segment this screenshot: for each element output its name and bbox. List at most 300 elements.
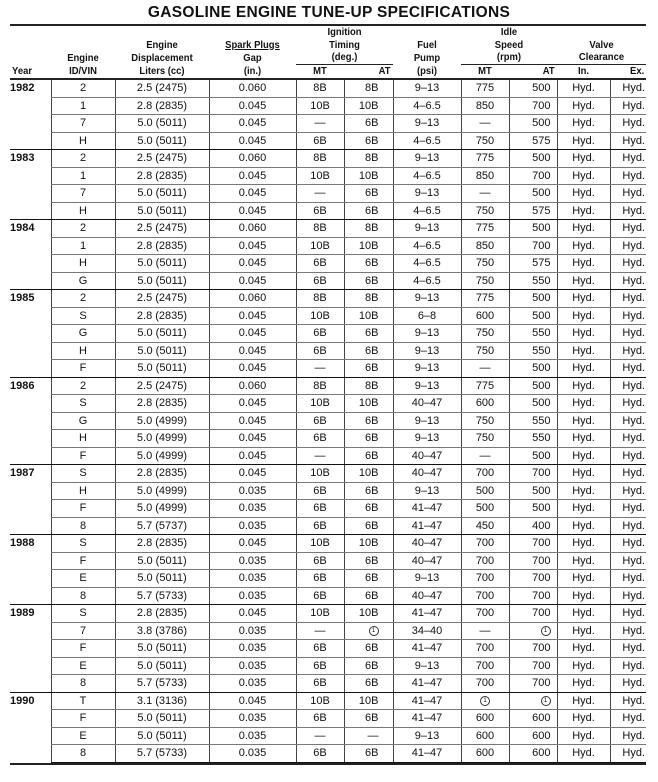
header-engine-id-line1: Engine — [67, 51, 99, 64]
valve-ex-cell: Hyd. — [610, 745, 646, 763]
spark-gap-cell: 0.045 — [209, 412, 296, 430]
displacement-cell: 2.5 (2475) — [115, 220, 209, 238]
table-row — [10, 185, 646, 203]
ignition-at-cell: 10B — [344, 465, 393, 483]
table-row — [10, 692, 646, 710]
header-ignition-line2: Timing — [329, 38, 360, 51]
spark-gap-cell: 0.045 — [209, 465, 296, 483]
ignition-mt-cell: 10B — [296, 237, 344, 255]
engine-id-cell: 8 — [51, 587, 115, 605]
header-idle-at: AT — [511, 64, 554, 79]
spark-gap-cell: 0.035 — [209, 552, 296, 570]
valve-ex-cell: Hyd. — [610, 132, 646, 150]
valve-ex-cell: Hyd. — [610, 640, 646, 658]
idle-mt-cell: 775 — [461, 79, 509, 97]
idle-at-cell: 500 — [509, 377, 557, 395]
ignition-at-cell: 10B — [344, 535, 393, 553]
valve-in-cell: Hyd. — [557, 500, 610, 518]
ignition-mt-cell: — — [296, 447, 344, 465]
year-cell: 1985 — [10, 290, 51, 378]
fuel-pump-cell: 9–13 — [393, 360, 461, 378]
header-fuel-line2: Pump — [413, 51, 441, 64]
valve-in-cell: Hyd. — [557, 412, 610, 430]
engine-id-cell: 8 — [51, 675, 115, 693]
ignition-at-cell: 10B — [344, 605, 393, 623]
ignition-mt-cell: — — [296, 185, 344, 203]
ignition-mt-cell: 6B — [296, 745, 344, 763]
idle-mt-cell: 850 — [461, 97, 509, 115]
valve-ex-cell: Hyd. — [610, 552, 646, 570]
displacement-cell: 5.0 (5011) — [115, 570, 209, 588]
ignition-at-cell: 10B — [344, 237, 393, 255]
fuel-pump-cell: 40–47 — [393, 535, 461, 553]
displacement-cell: 5.0 (5011) — [115, 360, 209, 378]
fuel-pump-cell: 9–13 — [393, 325, 461, 343]
displacement-cell: 3.1 (3136) — [115, 692, 209, 710]
idle-mt-cell: 775 — [461, 150, 509, 168]
idle-mt-cell: 750 — [461, 272, 509, 290]
displacement-cell: 5.7 (5737) — [115, 517, 209, 535]
ignition-at-cell: 6B — [344, 185, 393, 203]
idle-at-cell: 500 — [509, 150, 557, 168]
table-row — [10, 517, 646, 535]
spark-gap-cell: 0.035 — [209, 727, 296, 745]
displacement-cell: 5.0 (5011) — [115, 552, 209, 570]
ignition-mt-cell: 6B — [296, 500, 344, 518]
displacement-cell: 2.8 (2835) — [115, 307, 209, 325]
idle-at-cell: 550 — [509, 272, 557, 290]
displacement-cell: 5.0 (5011) — [115, 342, 209, 360]
ignition-mt-cell: 8B — [296, 150, 344, 168]
displacement-cell: 2.8 (2835) — [115, 465, 209, 483]
fuel-pump-cell: 41–47 — [393, 640, 461, 658]
valve-in-cell: Hyd. — [557, 255, 610, 273]
ignition-at-cell: 10B — [344, 97, 393, 115]
engine-id-cell: H — [51, 255, 115, 273]
ignition-at-cell: 6B — [344, 517, 393, 535]
fuel-pump-cell: 9–13 — [393, 150, 461, 168]
ignition-at-cell: 6B — [344, 657, 393, 675]
valve-in-cell: Hyd. — [557, 482, 610, 500]
ignition-at-cell: 10B — [344, 307, 393, 325]
table-row — [10, 307, 646, 325]
spark-gap-cell: 0.045 — [209, 342, 296, 360]
idle-mt-cell: 450 — [461, 517, 509, 535]
valve-in-cell: Hyd. — [557, 710, 610, 728]
fuel-pump-cell: 4–6.5 — [393, 237, 461, 255]
table-row — [10, 255, 646, 273]
spark-gap-cell: 0.035 — [209, 482, 296, 500]
ignition-mt-cell: 6B — [296, 570, 344, 588]
ignition-mt-cell: 8B — [296, 290, 344, 308]
year-cell: 1990 — [10, 692, 51, 762]
ignition-mt-cell: 6B — [296, 517, 344, 535]
idle-mt-cell: 600 — [461, 307, 509, 325]
displacement-cell: 5.0 (4999) — [115, 430, 209, 448]
idle-at-cell: 700 — [509, 605, 557, 623]
ignition-at-cell: 6B — [344, 202, 393, 220]
fuel-pump-cell: 40–47 — [393, 447, 461, 465]
valve-ex-cell: Hyd. — [610, 500, 646, 518]
fuel-pump-cell: 9–13 — [393, 657, 461, 675]
table-row — [10, 745, 646, 763]
spark-gap-cell: 0.045 — [209, 360, 296, 378]
idle-at-cell: 550 — [509, 342, 557, 360]
ignition-mt-cell: 6B — [296, 675, 344, 693]
ignition-mt-cell: 6B — [296, 482, 344, 500]
footnote-1-icon: 1 — [480, 696, 490, 706]
idle-at-cell: 500 — [509, 185, 557, 203]
idle-at-cell: 700 — [509, 587, 557, 605]
fuel-pump-cell: 9–13 — [393, 412, 461, 430]
header-spark-plugs-line1: Spark Plugs — [225, 38, 280, 51]
displacement-cell: 5.7 (5733) — [115, 587, 209, 605]
valve-in-cell: Hyd. — [557, 570, 610, 588]
table-row — [10, 465, 646, 483]
valve-ex-cell: Hyd. — [610, 220, 646, 238]
valve-ex-cell: Hyd. — [610, 412, 646, 430]
year-cell: 1983 — [10, 150, 51, 220]
ignition-mt-cell: 6B — [296, 640, 344, 658]
header-valve-line2: Clearance — [578, 51, 625, 63]
fuel-pump-cell: 9–13 — [393, 482, 461, 500]
ignition-mt-cell: 6B — [296, 202, 344, 220]
ignition-at-cell: 8B — [344, 79, 393, 97]
table-row — [10, 202, 646, 220]
ignition-at-cell: 6B — [344, 640, 393, 658]
displacement-cell: 5.0 (5011) — [115, 710, 209, 728]
valve-ex-cell: Hyd. — [610, 447, 646, 465]
valve-in-cell: Hyd. — [557, 79, 610, 97]
table-row — [10, 535, 646, 553]
fuel-pump-cell: 4–6.5 — [393, 255, 461, 273]
header-ignition-line1: Ignition — [327, 26, 362, 38]
valve-ex-cell: Hyd. — [610, 377, 646, 395]
valve-in-cell: Hyd. — [557, 272, 610, 290]
ignition-at-cell: 10B — [344, 692, 393, 710]
idle-mt-cell: 700 — [461, 465, 509, 483]
header-displacement-line2: Displacement — [131, 51, 193, 64]
valve-ex-cell: Hyd. — [610, 360, 646, 378]
table-row — [10, 447, 646, 465]
valve-in-cell: Hyd. — [557, 325, 610, 343]
idle-mt-cell: 775 — [461, 377, 509, 395]
ignition-mt-cell: — — [296, 360, 344, 378]
ignition-mt-cell: 10B — [296, 535, 344, 553]
valve-in-cell: Hyd. — [557, 727, 610, 745]
year-cell: 1986 — [10, 377, 51, 465]
ignition-at-cell: — — [344, 727, 393, 745]
header-fuel-line1: Fuel — [417, 38, 437, 51]
valve-in-cell: Hyd. — [557, 377, 610, 395]
idle-at-cell: 700 — [509, 167, 557, 185]
idle-mt-cell: 600 — [461, 395, 509, 413]
valve-in-cell: Hyd. — [557, 622, 610, 640]
idle-at-cell: 575 — [509, 132, 557, 150]
engine-id-cell: F — [51, 500, 115, 518]
year-cell: 1989 — [10, 605, 51, 693]
ignition-mt-cell: — — [296, 727, 344, 745]
valve-ex-cell: Hyd. — [610, 150, 646, 168]
header-ignition-mt: MT — [298, 64, 341, 79]
engine-id-cell: 7 — [51, 115, 115, 133]
table-row — [10, 325, 646, 343]
displacement-cell: 5.0 (5011) — [115, 255, 209, 273]
displacement-cell: 5.0 (5011) — [115, 657, 209, 675]
valve-ex-cell: Hyd. — [610, 657, 646, 675]
valve-ex-cell: Hyd. — [610, 272, 646, 290]
engine-id-cell: E — [51, 570, 115, 588]
idle-at-cell: 700 — [509, 552, 557, 570]
ignition-mt-cell: 6B — [296, 255, 344, 273]
valve-in-cell: Hyd. — [557, 97, 610, 115]
ignition-at-cell: 6B — [344, 342, 393, 360]
ignition-at-cell: 6B — [344, 482, 393, 500]
valve-in-cell: Hyd. — [557, 307, 610, 325]
valve-ex-cell: Hyd. — [610, 605, 646, 623]
idle-mt-cell: 700 — [461, 640, 509, 658]
idle-at-cell: 700 — [509, 237, 557, 255]
displacement-cell: 5.0 (5011) — [115, 115, 209, 133]
table-row — [10, 640, 646, 658]
table-row — [10, 167, 646, 185]
fuel-pump-cell: 9–13 — [393, 430, 461, 448]
fuel-pump-cell: 40–47 — [393, 395, 461, 413]
ignition-mt-cell: 10B — [296, 465, 344, 483]
table-row — [10, 79, 646, 97]
fuel-pump-cell: 4–6.5 — [393, 202, 461, 220]
spark-gap-cell: 0.045 — [209, 307, 296, 325]
ignition-at-cell: 6B — [344, 745, 393, 763]
valve-ex-cell: Hyd. — [610, 622, 646, 640]
valve-in-cell: Hyd. — [557, 517, 610, 535]
idle-at-cell — [509, 692, 557, 710]
idle-at-cell: 575 — [509, 202, 557, 220]
ignition-mt-cell: 6B — [296, 587, 344, 605]
idle-mt-cell: 775 — [461, 220, 509, 238]
valve-ex-cell: Hyd. — [610, 430, 646, 448]
spark-gap-cell: 0.045 — [209, 202, 296, 220]
table-row — [10, 727, 646, 745]
valve-ex-cell: Hyd. — [610, 79, 646, 97]
engine-id-cell: H — [51, 342, 115, 360]
table-row — [10, 500, 646, 518]
idle-at-cell: 700 — [509, 675, 557, 693]
idle-at-cell: 600 — [509, 727, 557, 745]
idle-at-cell: 500 — [509, 79, 557, 97]
valve-in-cell: Hyd. — [557, 202, 610, 220]
valve-in-cell: Hyd. — [557, 605, 610, 623]
header-valve-in: In. — [560, 64, 608, 79]
idle-mt-cell: 750 — [461, 325, 509, 343]
valve-in-cell: Hyd. — [557, 552, 610, 570]
table-row — [10, 657, 646, 675]
fuel-pump-cell: 40–47 — [393, 587, 461, 605]
ignition-at-cell: 8B — [344, 377, 393, 395]
table-row — [10, 412, 646, 430]
ignition-mt-cell: 6B — [296, 272, 344, 290]
engine-id-cell: S — [51, 605, 115, 623]
fuel-pump-cell: 6–8 — [393, 307, 461, 325]
displacement-cell: 2.5 (2475) — [115, 290, 209, 308]
valve-in-cell: Hyd. — [557, 132, 610, 150]
valve-in-cell: Hyd. — [557, 360, 610, 378]
valve-in-cell: Hyd. — [557, 237, 610, 255]
idle-at-cell: 550 — [509, 325, 557, 343]
header-displacement-line3: Liters (cc) — [120, 64, 205, 79]
spark-gap-cell: 0.045 — [209, 167, 296, 185]
idle-at-cell: 700 — [509, 570, 557, 588]
valve-in-cell: Hyd. — [557, 535, 610, 553]
valve-in-cell: Hyd. — [557, 657, 610, 675]
fuel-pump-cell: 4–6.5 — [393, 132, 461, 150]
idle-mt-cell: 750 — [461, 430, 509, 448]
idle-mt-cell: 500 — [461, 482, 509, 500]
valve-ex-cell: Hyd. — [610, 237, 646, 255]
idle-at-cell: 575 — [509, 255, 557, 273]
fuel-pump-cell: 9–13 — [393, 220, 461, 238]
ignition-mt-cell: 10B — [296, 692, 344, 710]
idle-at-cell: 700 — [509, 535, 557, 553]
valve-ex-cell: Hyd. — [610, 587, 646, 605]
idle-mt-cell: 700 — [461, 605, 509, 623]
idle-at-cell: 550 — [509, 412, 557, 430]
displacement-cell: 5.0 (5011) — [115, 727, 209, 745]
valve-in-cell: Hyd. — [557, 395, 610, 413]
engine-id-cell: F — [51, 640, 115, 658]
valve-ex-cell: Hyd. — [610, 395, 646, 413]
spark-gap-cell: 0.045 — [209, 272, 296, 290]
displacement-cell: 2.5 (2475) — [115, 79, 209, 97]
idle-mt-cell: 600 — [461, 710, 509, 728]
fuel-pump-cell: 9–13 — [393, 185, 461, 203]
ignition-at-cell — [344, 622, 393, 640]
valve-ex-cell: Hyd. — [610, 255, 646, 273]
engine-id-cell: 8 — [51, 745, 115, 763]
engine-id-cell: 2 — [51, 290, 115, 308]
ignition-at-cell: 6B — [344, 710, 393, 728]
header-spark-plugs-line3: (in.) — [213, 64, 291, 79]
idle-at-cell: 500 — [509, 290, 557, 308]
table-row — [10, 482, 646, 500]
table-row — [10, 115, 646, 133]
ignition-mt-cell: 6B — [296, 412, 344, 430]
engine-id-cell: E — [51, 657, 115, 675]
ignition-mt-cell: 10B — [296, 605, 344, 623]
displacement-cell: 5.0 (5011) — [115, 202, 209, 220]
fuel-pump-cell: 9–13 — [393, 79, 461, 97]
idle-mt-cell: 750 — [461, 202, 509, 220]
engine-id-cell: 2 — [51, 220, 115, 238]
header-engine-id-line2: ID/VIN — [54, 64, 112, 79]
idle-mt-cell: 850 — [461, 237, 509, 255]
fuel-pump-cell: 41–47 — [393, 605, 461, 623]
table-row — [10, 132, 646, 150]
idle-at-cell: 700 — [509, 465, 557, 483]
idle-mt-cell: 600 — [461, 727, 509, 745]
spark-gap-cell: 0.045 — [209, 447, 296, 465]
ignition-mt-cell: 6B — [296, 657, 344, 675]
engine-id-cell: S — [51, 465, 115, 483]
header-valve-ex: Ex. — [612, 64, 644, 79]
spark-gap-cell: 0.045 — [209, 535, 296, 553]
spark-gap-cell: 0.035 — [209, 657, 296, 675]
idle-at-cell: 700 — [509, 97, 557, 115]
idle-mt-cell: 750 — [461, 412, 509, 430]
valve-ex-cell: Hyd. — [610, 202, 646, 220]
ignition-at-cell: 6B — [344, 272, 393, 290]
table-row — [10, 220, 646, 238]
displacement-cell: 2.5 (2475) — [115, 150, 209, 168]
fuel-pump-cell: 9–13 — [393, 570, 461, 588]
valve-in-cell: Hyd. — [557, 430, 610, 448]
fuel-pump-cell: 4–6.5 — [393, 272, 461, 290]
ignition-mt-cell: 6B — [296, 132, 344, 150]
displacement-cell: 2.8 (2835) — [115, 97, 209, 115]
valve-in-cell: Hyd. — [557, 290, 610, 308]
table-row — [10, 97, 646, 115]
ignition-at-cell: 6B — [344, 552, 393, 570]
table-row — [10, 360, 646, 378]
spark-gap-cell: 0.045 — [209, 237, 296, 255]
table-bottom-rule — [10, 763, 646, 765]
table-row — [10, 150, 646, 168]
engine-id-cell: E — [51, 727, 115, 745]
spark-gap-cell: 0.045 — [209, 255, 296, 273]
engine-id-cell: S — [51, 535, 115, 553]
idle-mt-cell: 750 — [461, 132, 509, 150]
spark-gap-cell: 0.035 — [209, 500, 296, 518]
ignition-mt-cell: 10B — [296, 167, 344, 185]
valve-in-cell: Hyd. — [557, 587, 610, 605]
engine-id-cell: F — [51, 552, 115, 570]
fuel-pump-cell: 41–47 — [393, 710, 461, 728]
footnote-1-icon: 1 — [541, 696, 551, 706]
table-body — [10, 79, 646, 762]
idle-mt-cell: — — [461, 115, 509, 133]
table-row — [10, 430, 646, 448]
idle-at-cell: 600 — [509, 710, 557, 728]
engine-id-cell: H — [51, 482, 115, 500]
valve-in-cell: Hyd. — [557, 640, 610, 658]
idle-at-cell: 700 — [509, 657, 557, 675]
valve-in-cell: Hyd. — [557, 150, 610, 168]
displacement-cell: 5.0 (5011) — [115, 272, 209, 290]
header-ignition-at: AT — [346, 64, 390, 79]
ignition-at-cell: 10B — [344, 395, 393, 413]
engine-id-cell: H — [51, 202, 115, 220]
fuel-pump-cell: 41–47 — [393, 745, 461, 763]
spark-gap-cell: 0.045 — [209, 132, 296, 150]
displacement-cell: 5.0 (5011) — [115, 185, 209, 203]
engine-id-cell: T — [51, 692, 115, 710]
displacement-cell: 5.0 (5011) — [115, 132, 209, 150]
valve-ex-cell: Hyd. — [610, 675, 646, 693]
valve-ex-cell: Hyd. — [610, 692, 646, 710]
spark-gap-cell: 0.035 — [209, 587, 296, 605]
year-cell: 1987 — [10, 465, 51, 535]
idle-mt-cell: — — [461, 185, 509, 203]
spark-gap-cell: 0.035 — [209, 622, 296, 640]
ignition-mt-cell: 6B — [296, 342, 344, 360]
ignition-mt-cell: 8B — [296, 377, 344, 395]
idle-at-cell — [509, 622, 557, 640]
footnote-1-icon: 1 — [369, 626, 379, 636]
engine-id-cell: G — [51, 325, 115, 343]
ignition-at-cell: 6B — [344, 675, 393, 693]
header-idle-line3: (rpm) — [496, 51, 522, 63]
displacement-cell: 5.0 (4999) — [115, 412, 209, 430]
